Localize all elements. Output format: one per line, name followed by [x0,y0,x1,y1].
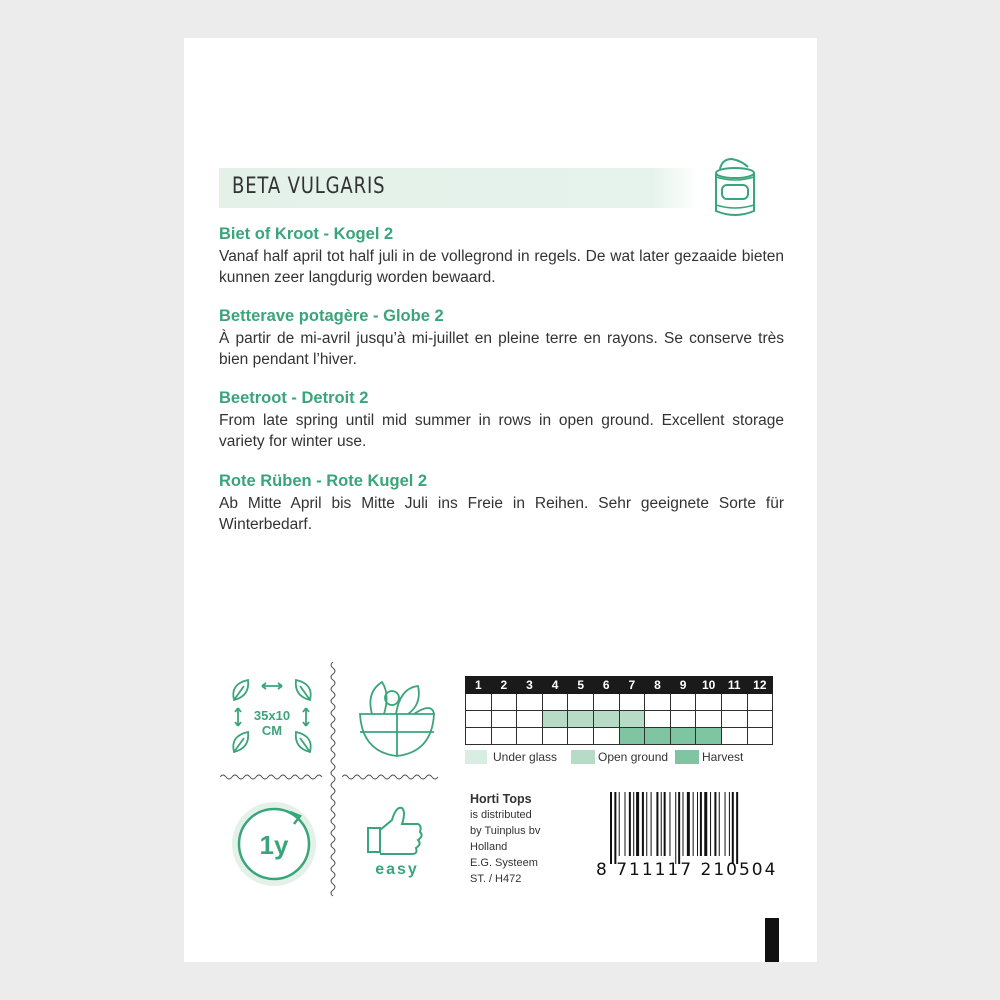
barcode-bar [700,792,702,856]
section-title-german: Rote Rüben - Rote Kugel 2 [219,472,428,490]
barcode-bar [693,792,694,856]
barcode-bar [704,792,707,856]
calendar-cell-harvest [542,728,568,745]
calendar-cell-open-ground [645,711,671,728]
barcode-bar [636,792,639,856]
vegetable-bowl-icon [352,672,442,762]
calendar-cell-open-ground [491,711,517,728]
calendar-month-header: 6 [593,677,619,694]
calendar-cell-harvest [721,728,747,745]
barcode-bar [675,792,676,864]
section-body-dutch: Vanaf half april tot half juli in de vollegrond in regels. De wat later gezaaide bieten kunnen zeer langdurig worden bewaard. [219,248,784,286]
section-title-french: Betterave potagère - Globe 2 [219,307,444,325]
legend-swatch-open-ground [571,750,595,764]
calendar-cell-under-glass [670,694,696,711]
calendar-cell-open-ground [721,711,747,728]
barcode-bar [633,792,634,856]
barcode-bar [719,792,720,856]
distributor-line: Holland [470,841,508,853]
barcode-bar [664,792,666,856]
calendar-cell-harvest [645,728,671,745]
calendar-month-header: 5 [568,677,594,694]
legend-label-open-ground: Open ground [598,750,669,764]
calendar-cell-harvest [517,728,543,745]
barcode-bar [629,792,631,856]
lifespan-label: 1y [259,830,289,860]
barcode-bar [683,792,684,856]
calendar-month-header: 12 [747,677,773,694]
calendar-cell-open-ground [542,711,568,728]
barcode [610,792,780,864]
barcode-bar [614,792,616,864]
calendar-cell-under-glass [517,694,543,711]
brand-name: Horti Tops [470,792,532,806]
calendar-month-header: 7 [619,677,645,694]
calendar-month-header: 3 [517,677,543,694]
section-title-dutch: Biet of Kroot - Kogel 2 [219,225,394,243]
difficulty-label: easy [375,861,419,878]
barcode-bar [610,792,612,864]
barcode-bar [651,792,652,856]
distributor-line: ST. / H472 [470,873,522,885]
barcode-bar [736,792,738,864]
calendar-cell-under-glass [721,694,747,711]
calendar-cell-open-ground [517,711,543,728]
barcode-bar [661,792,662,856]
spacing-unit: CM [261,723,283,738]
barcode-bar [697,792,698,856]
calendar-cell-under-glass [619,694,645,711]
spacing-value: 35x10 [253,708,291,723]
calendar-month-header: 4 [542,677,568,694]
legend-swatch-harvest [675,750,699,764]
calendar-cell-under-glass [696,694,722,711]
section-title-english: Beetroot - Detroit 2 [219,389,369,407]
barcode-bar [656,792,658,856]
distributor-line: E.G. Systeem [470,857,538,869]
legend-swatch-under-glass [465,750,487,764]
calendar-cell-harvest [593,728,619,745]
barcode-bar [625,792,626,856]
calendar-cell-under-glass [466,694,492,711]
calendar-cell-harvest [568,728,594,745]
calendar-cell-harvest [466,728,492,745]
barcode-bar [729,792,730,856]
distributor-line: is distributed [470,809,532,821]
calendar-cell-open-ground [568,711,594,728]
barcode-bar [725,792,726,856]
legend-label-harvest: Harvest [702,750,744,764]
calendar-cell-harvest [491,728,517,745]
barcode-bar [678,792,680,864]
species-name: BETA VULGARIS [232,174,386,199]
distributor-line: by Tuinplus bv [470,825,541,837]
calendar-cell-harvest [670,728,696,745]
barcode-bar [642,792,644,856]
calendar-cell-harvest [696,728,722,745]
barcode-bar [669,792,670,856]
calendar-cell-open-ground [670,711,696,728]
barcode-bar [687,792,690,856]
calendar-month-header: 2 [491,677,517,694]
section-body-german: Ab Mitte April bis Mitte Juli ins Freie in Reihen. Sehr geeignete Sorte für Winterbedarf. [219,495,784,533]
calendar-cell-harvest [747,728,773,745]
barcode-bar [714,792,716,856]
plant-spacing-icon [222,672,322,764]
registration-mark [765,918,779,962]
calendar-cell-under-glass [747,694,773,711]
calendar-cell-harvest [619,728,645,745]
calendar-cell-open-ground [593,711,619,728]
barcode-number: 8 711117 210504 [596,860,778,880]
calendar-cell-open-ground [619,711,645,728]
calendar-month-header: 10 [696,677,722,694]
storage-can-icon [712,155,758,219]
barcode-bar [646,792,647,856]
calendar-month-header: 1 [466,677,492,694]
calendar-cell-under-glass [542,694,568,711]
annual-cycle-icon [228,798,320,890]
wavy-divider [342,773,442,781]
legend-label-under-glass: Under glass [493,750,558,764]
section-body-english: From late spring until mid summer in rows in open ground. Excellent storage variety for winter use. [219,412,784,450]
calendar-cell-under-glass [645,694,671,711]
calendar-cell-under-glass [593,694,619,711]
calendar-month-header: 11 [721,677,747,694]
calendar-month-header: 9 [670,677,696,694]
wavy-divider [220,773,325,781]
vertical-wavy-divider [329,662,337,902]
sowing-calendar [465,676,773,745]
distributor-info [470,791,540,887]
calendar-cell-under-glass [491,694,517,711]
barcode-bar [732,792,734,864]
calendar-cell-open-ground [747,711,773,728]
barcode-bar [619,792,620,856]
barcode-bar [710,792,711,856]
thumbs-up-icon [362,800,432,884]
calendar-cell-open-ground [466,711,492,728]
calendar-cell-open-ground [696,711,722,728]
calendar-month-header: 8 [645,677,671,694]
section-body-french: À partir de mi-avril jusqu’à mi-juillet en pleine terre en rayons. Se conserve très bien pendant l’hiver. [219,330,784,368]
calendar-cell-under-glass [568,694,594,711]
